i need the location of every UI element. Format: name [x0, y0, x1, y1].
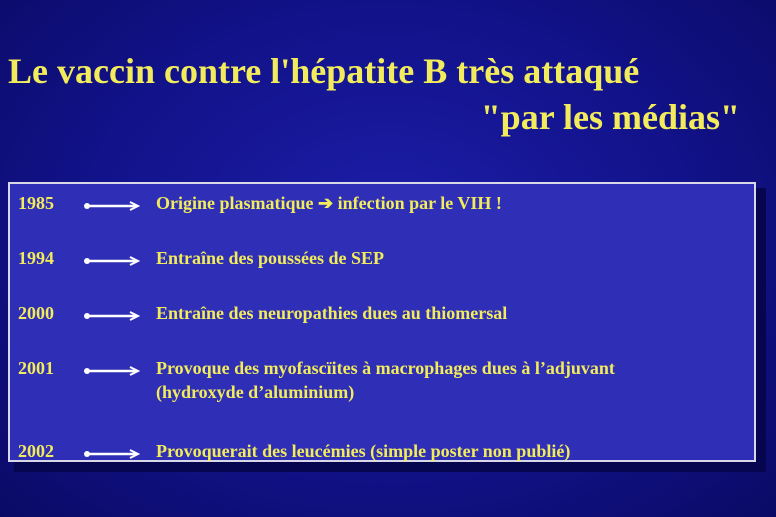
timeline-text: [156, 356, 746, 404]
arrow-right-icon: [82, 366, 142, 376]
timeline-box: [8, 182, 756, 462]
timeline-text-line-2: (hydroxyde d’aluminium): [156, 382, 355, 402]
arrow-right-icon: [82, 201, 142, 211]
timeline-year: 2002: [18, 441, 54, 461]
title-line-2: "par les médias": [480, 97, 740, 137]
timeline-year: 2001: [18, 358, 54, 378]
timeline-year: 1985: [18, 193, 54, 213]
timeline-year: 1994: [18, 248, 54, 268]
arrow-right-icon: [82, 256, 142, 266]
timeline-year: 2000: [18, 303, 54, 323]
timeline-text: Origine plasmatique ➔ infection par le VIH !: [156, 193, 502, 213]
timeline-text-line-1: Provoque des myofascïites à macrophages dues à l’adjuvant: [156, 358, 615, 378]
timeline-text: Entraîne des neuropathies dues au thiomersal: [156, 303, 508, 323]
arrow-right-icon: [82, 311, 142, 321]
arrow-right-icon: [82, 449, 142, 459]
slide-title: [0, 48, 740, 140]
timeline-text: Entraîne des poussées de SEP: [156, 248, 385, 268]
timeline-text: Provoquerait des leucémies (simple poster non publié): [156, 441, 571, 461]
title-line-1: Le vaccin contre l'hépatite B très attaqué: [8, 51, 640, 91]
